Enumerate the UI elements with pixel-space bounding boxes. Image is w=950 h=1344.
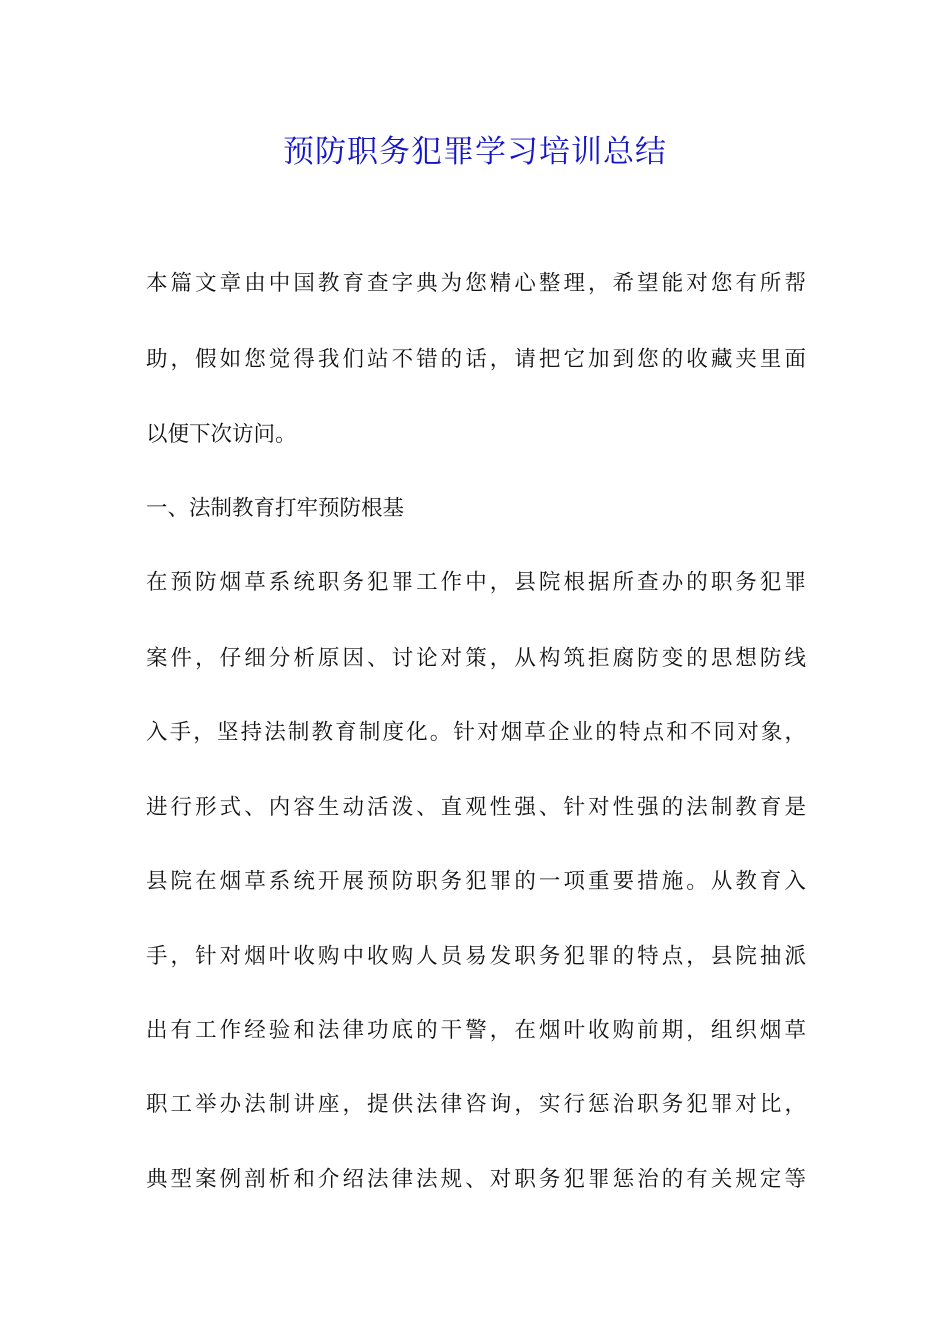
- paragraph-line-5: 案件，仔细分析原因、讨论对策，从构筑拒腐防变的思想防线: [146, 646, 806, 671]
- paragraph-line-6: 入手，坚持法制教育制度化。针对烟草企业的特点和不同对象，: [146, 720, 806, 745]
- paragraph-line-3: 以便下次访问。: [146, 422, 297, 447]
- paragraph-line-10: 出有工作经验和法律功底的干警，在烟叶收购前期，组织烟草: [146, 1018, 806, 1043]
- section-heading: 一、法制教育打牢预防根基: [146, 496, 405, 521]
- paragraph-line-4: 在预防烟草系统职务犯罪工作中，县院根据所查办的职务犯罪: [146, 570, 806, 595]
- paragraph-line-2: 助，假如您觉得我们站不错的话，请把它加到您的收藏夹里面: [146, 347, 806, 372]
- paragraph-line-11: 职工举办法制讲座，提供法律咨询，实行惩治职务犯罪对比，: [146, 1092, 806, 1117]
- document-title: 预防职务犯罪学习培训总结: [283, 134, 667, 170]
- paragraph-line-7: 进行形式、内容生动活泼、直观性强、针对性强的法制教育是: [146, 795, 806, 820]
- paragraph-line-9: 手，针对烟叶收购中收购人员易发职务犯罪的特点，县院抽派: [146, 944, 806, 969]
- paragraph-line-1: 本篇文章由中国教育查字典为您精心整理，希望能对您有所帮: [146, 271, 806, 296]
- paragraph-line-12: 典型案例剖析和介绍法律法规、对职务犯罪惩治的有关规定等: [146, 1167, 806, 1192]
- paragraph-line-8: 县院在烟草系统开展预防职务犯罪的一项重要措施。从教育入: [146, 869, 806, 894]
